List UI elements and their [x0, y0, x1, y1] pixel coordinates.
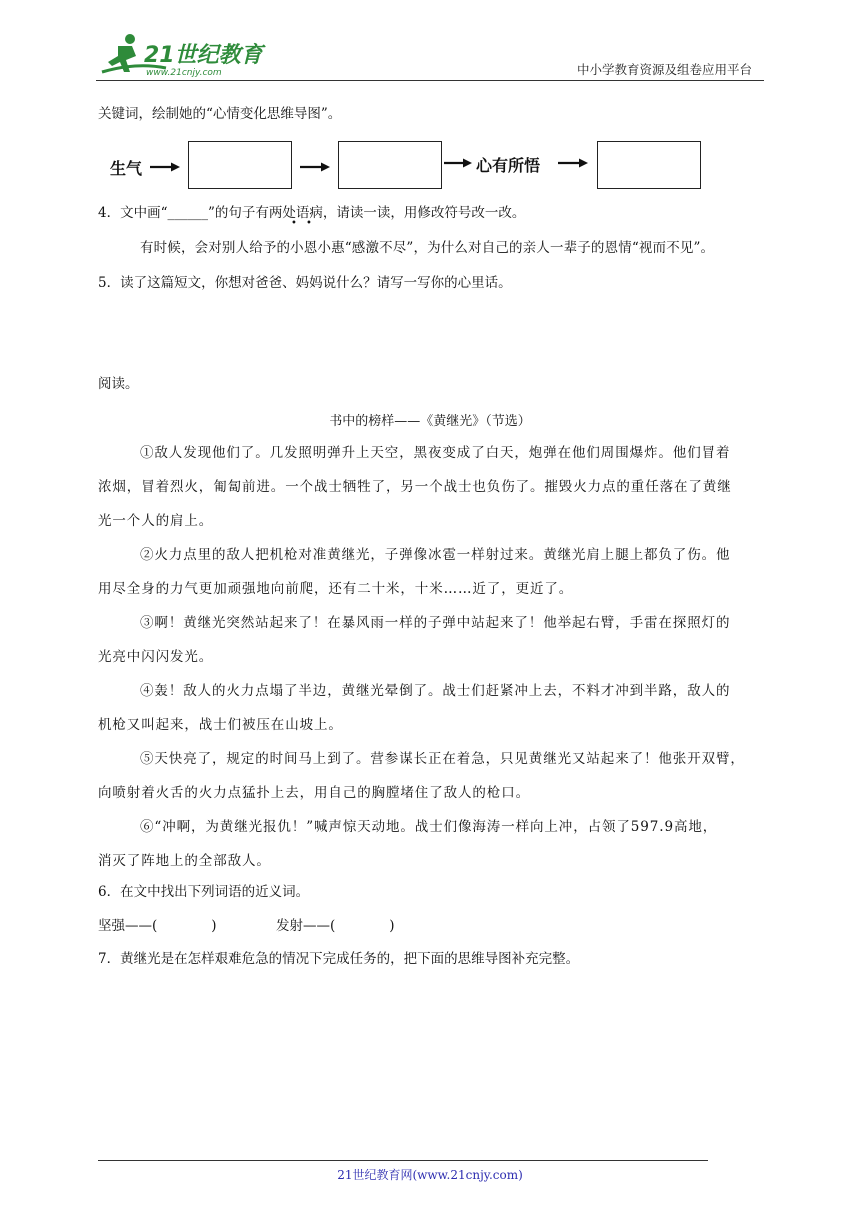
passage-paragraph-5 [98, 742, 778, 810]
passage-line: ④轰！敌人的火力点塌了半边，黄继光晕倒了。战士们赶紧冲上去，不料才冲到半路，敌人的 [140, 683, 731, 699]
question-4: 4．文中画“______”的句子有两处语病，请读一读，用修改符号改一改。 [98, 205, 526, 221]
emphasis-dot: • [291, 218, 297, 229]
mindmap-blank-box-3[interactable] [597, 141, 701, 189]
passage-paragraph-2 [98, 538, 778, 606]
passage-line: ③啊！黄继光突然站起来了！在暴风雨一样的子弹中站起来了！他举起右臂，手雷在探照灯的 [140, 615, 731, 631]
question-5: 5．读了这篇短文，你想对爸爸、妈妈说什么？请写一写你的心里话。 [98, 275, 512, 291]
emphasis-dot: • [306, 218, 312, 229]
footer-divider [98, 1160, 708, 1161]
svg-text:21世纪教育: 21世纪教育 [144, 43, 263, 68]
passage-line: ⑤天快亮了，规定的时间马上到了。营参谋长正在着急，只见黄继光又站起来了！他张开双臂， [140, 751, 745, 767]
passage-title: 书中的榜样——《黄继光》（节选） [329, 414, 531, 429]
passage-line: ②火力点里的敌人把机枪对准黄继光，子弹像冰雹一样射过来。黄继光肩上腿上都负了伤。他 [140, 547, 731, 563]
platform-name: 中小学教育资源及组卷应用平台 [576, 62, 752, 77]
question-4-sentence: 有时候，会对别人给予的小恩小惠“感激不尽”，为什么对自己的亲人一辈子的恩情“视而不见”。 [140, 240, 715, 256]
arrow-right-icon [299, 160, 331, 174]
reading-label: 阅读。 [98, 376, 139, 392]
mindmap-start-label: 生气 [110, 159, 143, 178]
passage-paragraph-6 [98, 810, 778, 878]
question-7: 7．黄继光是在怎样艰难危急的情况下完成任务的，把下面的思维导图补充完整。 [98, 951, 580, 967]
passage-line: ①敌人发现他们了。几发照明弹升上天空，黑夜变成了白天，炮弹在他们周围爆炸。他们冒着 [140, 445, 731, 461]
mindmap-blank-box-2[interactable] [338, 141, 442, 189]
arrow-right-icon [557, 156, 589, 170]
passage-line: 向喷射着火舌的火力点猛扑上去，用自己的胸膛堵住了敌人的枪口。 [98, 785, 530, 801]
mindmap-middle-label: 心有所悟 [476, 156, 541, 175]
passage-body [98, 436, 778, 878]
passage-paragraph-3 [98, 606, 778, 674]
question-6-item-2: 发射——( ) [276, 918, 395, 934]
passage-line: ⑥“冲啊，为黄继光报仇！”喊声惊天动地。战士们像海涛一样向上冲，占领了597.9高地， [140, 819, 718, 835]
svg-text:www.21cnjy.com: www.21cnjy.com [146, 68, 222, 78]
arrow-right-icon [443, 156, 473, 170]
header-divider [96, 80, 764, 81]
passage-line: 消灭了阵地上的全部敌人。 [98, 853, 271, 869]
question-6: 6．在文中找出下列词语的近义词。 [98, 884, 310, 900]
passage-line: 浓烟，冒着烈火，匍匐前进。一个战士牺牲了，另一个战士也负伤了。摧毁火力点的重任落在了黄继 [98, 479, 732, 495]
arrow-right-icon [149, 160, 181, 174]
footer-link[interactable]: 21世纪教育网(www.21cnjy.com) [337, 1168, 523, 1182]
passage-line: 机枪又叫起来，战士们被压在山坡上。 [98, 717, 343, 733]
passage-paragraph-4 [98, 674, 778, 742]
intro-line: 关键词，绘制她的“心情变化思维导图”。 [98, 106, 342, 122]
mindmap-blank-box-1[interactable] [188, 141, 292, 189]
passage-line: 光一个人的肩上。 [98, 513, 214, 529]
passage-line: 光亮中闪闪发光。 [98, 649, 214, 665]
passage-paragraph-1 [98, 436, 778, 538]
site-logo [96, 32, 266, 82]
question-6-item-1: 坚强——( ) [98, 918, 217, 934]
passage-line: 用尽全身的力气更加顽强地向前爬，还有二十米，十米……近了，更近了。 [98, 581, 574, 597]
